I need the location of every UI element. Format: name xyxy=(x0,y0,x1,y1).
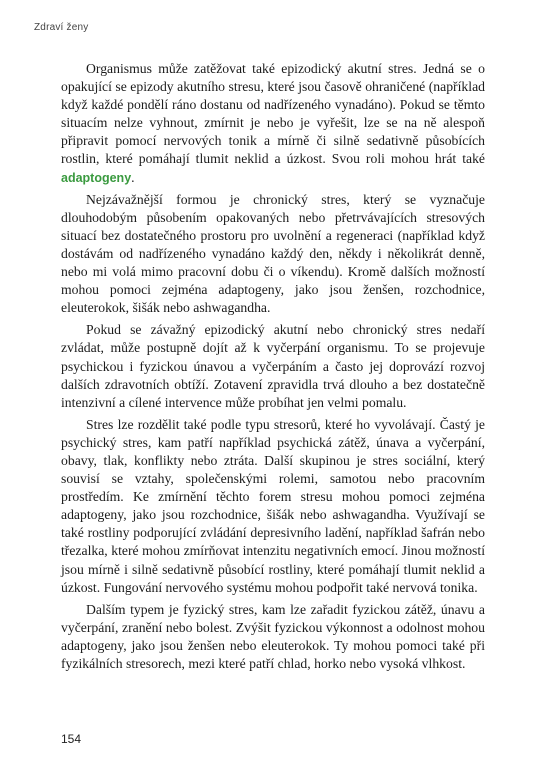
paragraph-1 xyxy=(61,60,485,187)
paragraph-3: Pokud se závažný epizodický akutní nebo chronický stres nedaří zvládat, může postupně dojít až k vyčerpání organismu. To se projevuje psychickou i fyzickou únavou a vyčerpáním a často jej doprovází rozvoj dalších zdravotních obtíží. Zotavení zpravidla trvá dlouho a bez dostatečně intenzivní a cílené intervence může probíhat jen velmi pomalu. xyxy=(61,322,485,410)
running-header: Zdraví ženy xyxy=(34,22,89,33)
paragraph-4: Stres lze rozdělit také podle typu stresorů, které ho vyvolávají. Častý je psychický stres, kam patří například psychická zátěž, únava a vyčerpání, obavy, tlak, konflikty nebo ztráta. Další skupinou je stres sociální, který souvisí se vztahy, společenskými rolemi, samotou nebo pracovním prostředím. Ke zmírnění těchto forem stresu mohou pomoci zejména adaptogeny, jako jsou rozchodnice, šišák nebo ashwagandha. Využívají se také rostliny podporující zvládání depresivního ladění, například šafrán nebo třezalka, které mohou zmírňovat intenzitu negativních emocí. Jinou možností jsou mírně i silně sedativně působící rostliny, které pomáhají tlumit neklid a úzkost. Fungování nervového systému mohou podpořit také nervová tonika. xyxy=(61,416,485,595)
page-number: 154 xyxy=(61,732,82,746)
highlighted-term: adaptogeny xyxy=(61,170,132,185)
paragraph-1-text: Organismus může zatěžovat také epizodický akutní stres. Jedná se o opakující se epizody akutního stresu, které jsou časově ohraničené (například když každé pondělí ráno dostanu od nadřízeného vynadáno). Pokud se těmto situacím nelze vyhnout, zmírnit je nebo je vyřešit, lze se na ně alespoň připravit pomocí nervových tonik a mírně či silně sedativně působících rostlin, které pomáhají tlumit neklid a úzkost. Svou roli mohou hrát také xyxy=(61,61,485,167)
body-text xyxy=(61,60,485,677)
paragraph-2: Nejzávažnější formou je chronický stres, který se vyznačuje dlouhodobým působením opakovaných nebo přetrvávajících stresových situací bez dostatečného prostoru pro uvolnění a regeneraci (například když dostávám od nadřízeného vynadáno každý den, někdy i několikrát denně, nebo mi volá mimo pracovní dobu či o víkendu). Kromě dalších možností mohou pomoci zejména adaptogeny, jako jsou ženšen, rozchodnice, eleuterokok, šišák nebo ashwagandha. xyxy=(61,191,485,316)
paragraph-5: Dalším typem je fyzický stres, kam lze zařadit fyzickou zátěž, únavu a vyčerpání, zranění nebo bolest. Zvýšit fyzickou výkonnost a odolnost mohou adaptogeny, jako jsou ženšen nebo eleuterokok. Ty mohou pomoci také při fyzikálních stresorech, mezi které patří chlad, horko nebo vysoká vlhkost. xyxy=(61,601,485,671)
paragraph-1-end: . xyxy=(131,169,135,185)
